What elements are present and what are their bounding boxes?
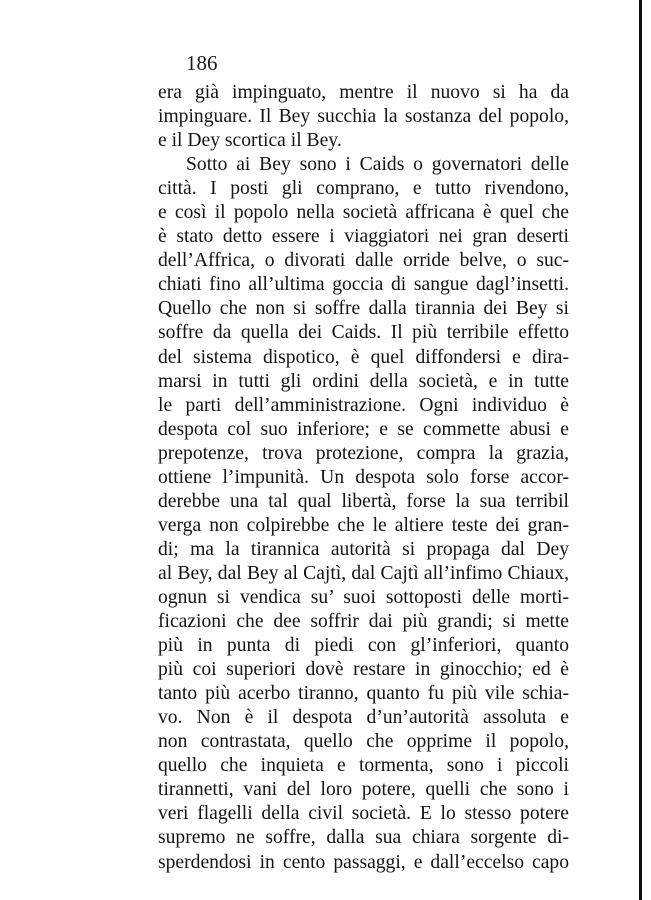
text-line: e il Dey scortica il Bey.	[158, 130, 342, 152]
text-line: marsi in tutti gli ordini della società, e in tutte	[158, 370, 569, 392]
text-line: vo. Non è il despota d’un’autorità assoluta e	[158, 707, 569, 729]
text-line: del sistema dispotico, è quel diffondersi e dira-	[158, 346, 569, 368]
text-line: le parti dell’amministrazione. Ogni individuo è	[158, 394, 569, 416]
text-line: è stato detto essere i viaggiatori nei gran deserti	[158, 226, 569, 248]
text-line: quello che inquieta e tormenta, sono i piccoli	[158, 755, 569, 777]
text-line: impinguare. Il Bey succhia la sostanza del popolo,	[158, 106, 569, 128]
text-line: Sotto ai Bey sono i Caids o governatori delle	[186, 154, 569, 176]
body-text	[158, 81, 569, 875]
text-line: soffre da quella dei Caids. Il più terribile effetto	[158, 322, 569, 344]
text-line: sperdendosi in cento passaggi, e dall’eccelso capo	[158, 851, 569, 873]
page-edge-line	[639, 0, 642, 900]
text-line: di; ma la tirannica autorità si propaga dal Dey	[158, 538, 569, 560]
text-line: era già impinguato, mentre il nuovo si ha da	[158, 82, 569, 103]
text-line: e così il popolo nella società affricana è quel che	[158, 202, 569, 224]
page-number: 186	[186, 51, 218, 75]
text-line: più in punta di piedi con gl’inferiori, quanto	[158, 635, 569, 657]
text-line: città. I posti gli comprano, e tutto rivendono,	[158, 178, 569, 200]
text-line: al Bey, dal Bey al Cajtì, dal Cajtì all’infimo Chiaux,	[158, 562, 569, 584]
text-line: chiati fino all’ultima goccia di sangue dagl’insetti.	[158, 274, 569, 296]
text-line: più coi superiori dovè restare in ginocchio; ed è	[158, 659, 569, 681]
text-line: ottiene l’impunità. Un despota solo forse accor-	[158, 466, 569, 488]
text-line: veri flagelli della civil società. E lo stesso potere	[158, 803, 569, 825]
text-line: despota col suo inferiore; e se commette abusi e	[158, 418, 569, 440]
text-line: non contrastata, quello che opprime il popolo,	[158, 731, 569, 753]
text-line: dell’Affrica, o divorati dalle orride belve, o suc-	[158, 250, 569, 272]
text-line: ficazioni che dee soffrir dai più grandi; si mette	[158, 611, 569, 633]
text-line: prepotenze, trova protezione, compra la grazia,	[158, 442, 569, 464]
text-line: tirannetti, vani del loro potere, quelli che sono i	[158, 779, 569, 801]
text-line: Quello che non si soffre dalla tirannia dei Bey si	[158, 298, 569, 320]
text-line: tanto più acerbo tiranno, quanto fu più vile schia-	[158, 683, 569, 705]
text-line: derebbe una tal qual libertà, forse la sua terribil	[158, 490, 569, 512]
text-line: ognun si vendica su’ suoi sottoposti delle morti-	[158, 586, 569, 608]
text-line: supremo ne soffre, dalla sua chiara sorgente di-	[158, 827, 569, 849]
text-line: verga non colpirebbe che le altiere teste dei gran-	[158, 514, 569, 536]
